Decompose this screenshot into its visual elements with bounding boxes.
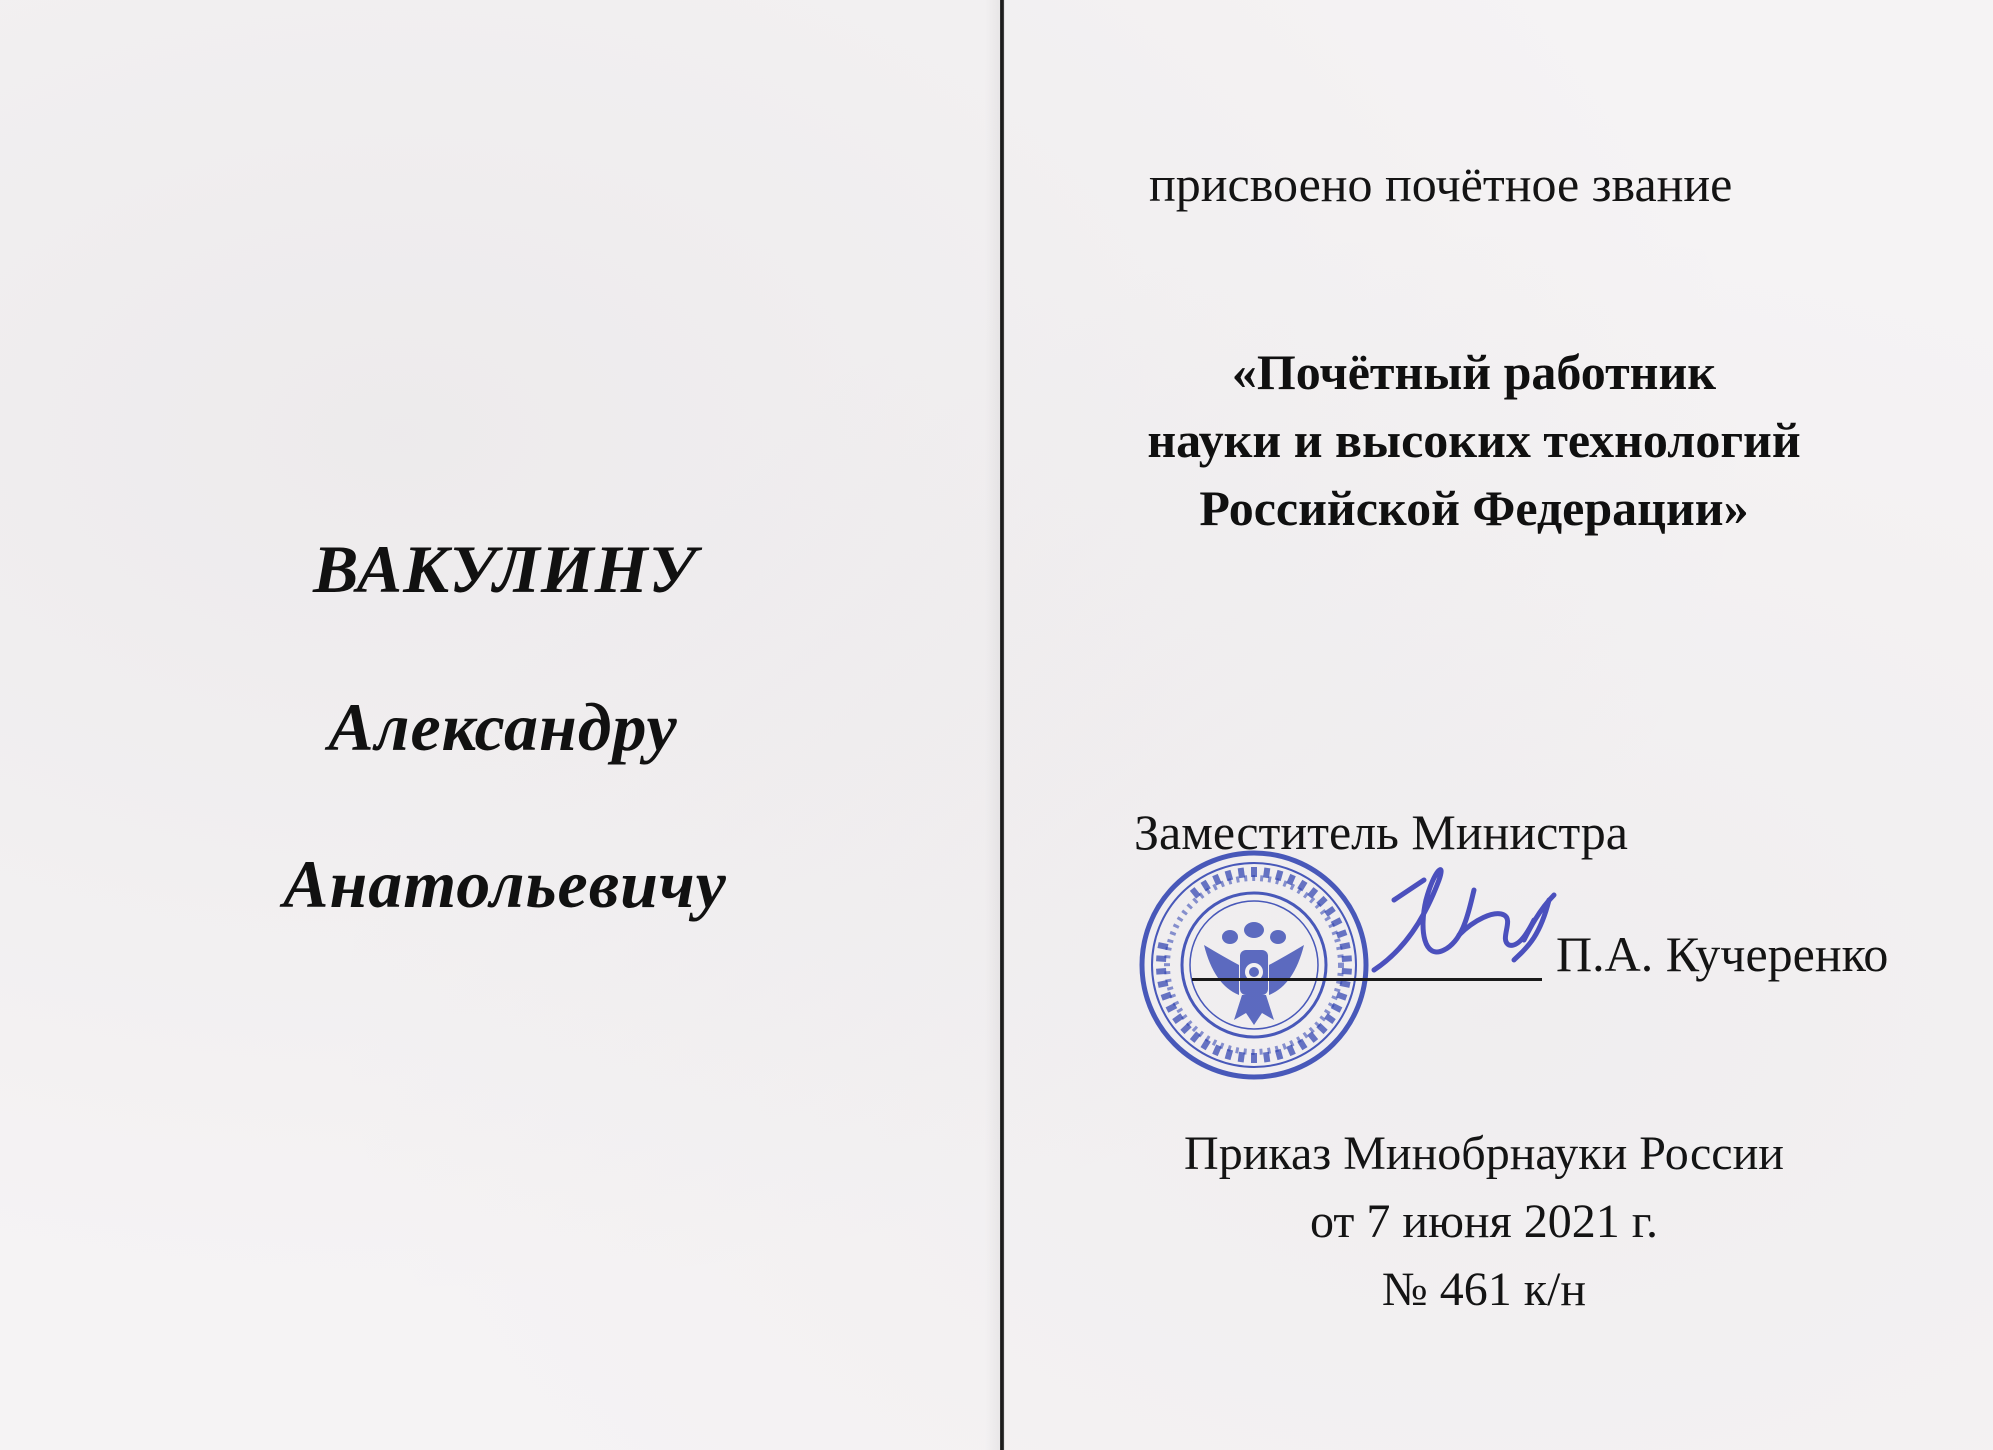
seal-ring-letter-mark: [1297, 880, 1307, 892]
order-line: от 7 июня 2021 г.: [1310, 1195, 1658, 1248]
order-line: № 461 к/н: [1381, 1263, 1587, 1316]
seal-ring-letter-mark: [1238, 1052, 1245, 1063]
seal-ring-letter-mark: [1342, 968, 1352, 975]
right-page: [1004, 0, 1993, 1450]
seal-ring-letter-mark: [1307, 887, 1318, 899]
order-reference: [1004, 1120, 1964, 1324]
seal-ring-letter-mark: [1190, 887, 1201, 899]
seal-ring-letter-mark: [1157, 942, 1168, 950]
seal-ring-letter-mark: [1156, 955, 1166, 962]
seal-ring-letter-mark: [1225, 870, 1233, 881]
recipient-given-name: Александру: [328, 689, 678, 765]
seal-ring-letter-mark: [1342, 955, 1352, 962]
seal-ring-letter-mark: [1286, 874, 1295, 886]
seal-ring-letter-mark: [1161, 992, 1172, 1001]
seal-ring-letter-mark: [1324, 1013, 1336, 1024]
seal-ring-letter-mark: [1286, 1045, 1295, 1057]
seal-ring-letter-mark: [1307, 1031, 1318, 1043]
seal-ring-letter-mark: [1336, 929, 1347, 938]
honorary-title-line: науки и высоких технологий: [1147, 412, 1801, 468]
signer-name: П.А. Кучеренко: [1556, 926, 1889, 982]
state-emblem-seal-icon: [1134, 845, 1374, 1085]
seal-ring-letter-mark: [1340, 980, 1351, 988]
honorary-title: [1004, 338, 1944, 542]
seal-ring-letter-mark: [1225, 1049, 1233, 1060]
signature-line: [1192, 978, 1542, 981]
seal-ring-letter-mark: [1212, 874, 1221, 886]
seal-ring-letter-mark: [1180, 1023, 1191, 1034]
seal-ring-letter-mark: [1275, 870, 1283, 881]
recipient-patronymic: Анатольевичу: [283, 846, 727, 922]
seal-ring-letter-mark: [1156, 968, 1166, 975]
seal-ring-letter-mark: [1324, 906, 1336, 917]
awarded-text: присвоено почётное звание: [1149, 156, 1733, 212]
deputy-minister-title: Заместитель Министра: [1134, 804, 1628, 860]
seal-ring-letter-mark: [1251, 1053, 1257, 1063]
seal-ring-letter-mark: [1275, 1049, 1283, 1060]
honorary-title-line: Российской Федерации»: [1199, 480, 1749, 536]
seal-ring-letter-mark: [1172, 1013, 1184, 1024]
seal-ring-letter-mark: [1336, 992, 1347, 1001]
seal-ring-letter-mark: [1340, 942, 1351, 950]
seal-ring-letter-mark: [1190, 1031, 1201, 1043]
seal-ring-letter-mark: [1157, 980, 1168, 988]
seal-ring-letter-mark: [1201, 1039, 1211, 1051]
order-line: Приказ Минобрнауки России: [1184, 1127, 1784, 1180]
seal-ring-letter-mark: [1251, 867, 1257, 877]
honorary-title-line: «Почётный работник: [1231, 344, 1717, 400]
recipient-surname: ВАКУЛИНУ: [313, 531, 697, 607]
